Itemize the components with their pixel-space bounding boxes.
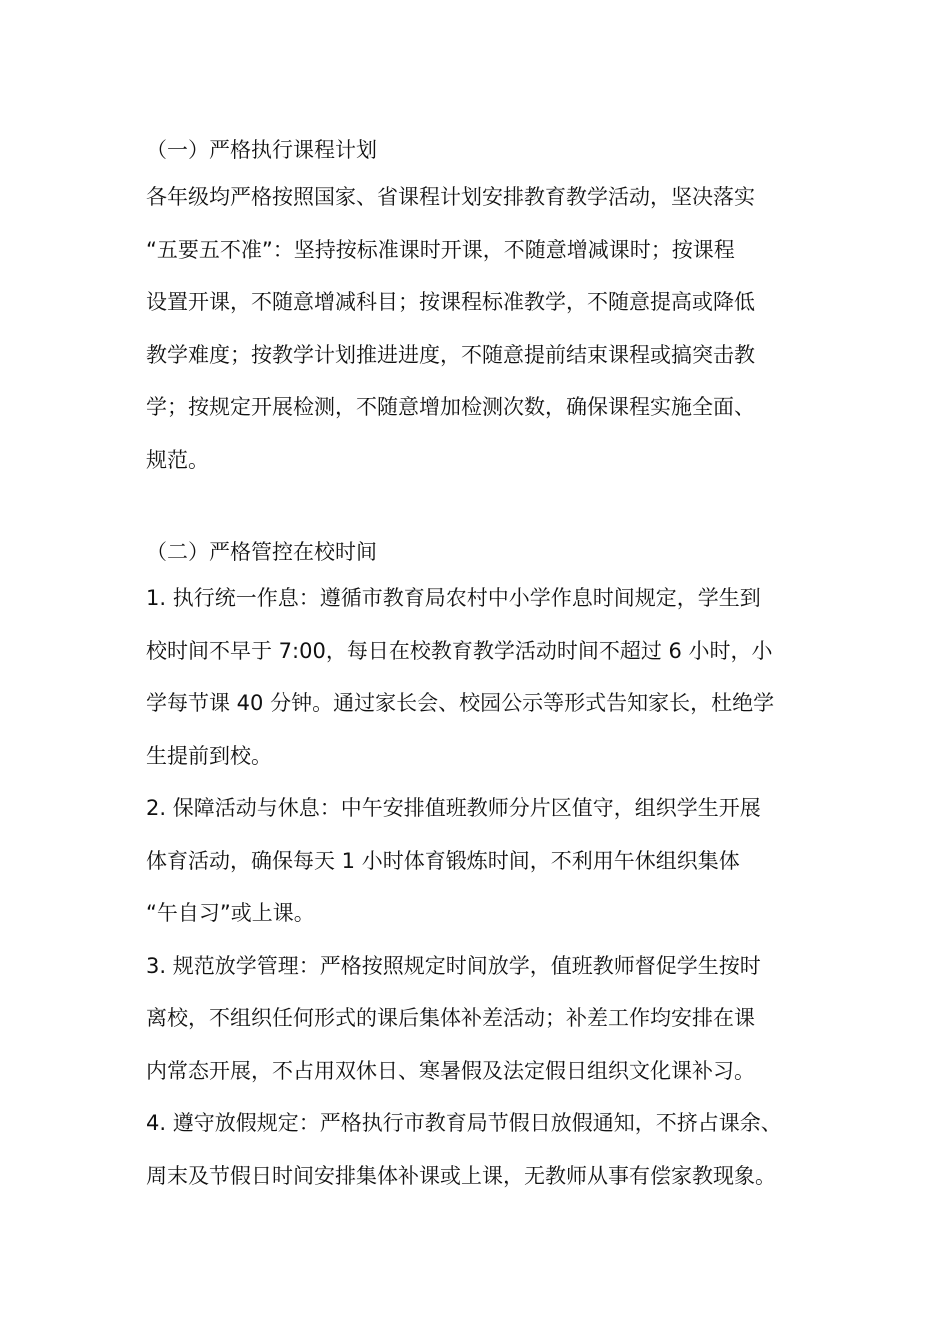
paragraph-line: 设置开课，不随意增减科目；按课程标准教学，不随意提高或降低 — [146, 290, 755, 314]
section-1-body — [146, 171, 836, 486]
paragraph-line: 校时间不早于 7:00，每日在校教育教学活动时间不超过 6 小时，小 — [146, 638, 773, 663]
paragraph-line: 1. 执行统一作息：遵循市教育局农村中小学作息时间规定，学生到 — [146, 586, 761, 610]
paragraph-line: 3. 规范放学管理：严格按照规定时间放学，值班教师督促学生按时 — [146, 953, 761, 978]
paragraph-line: 体育活动，确保每天 1 小时体育锻炼时间，不利用午休组织集体 — [146, 848, 740, 873]
paragraph-line: 各年级均严格按照国家、省课程计划安排教育教学活动，坚决落实 — [146, 185, 755, 209]
paragraph-line: 生提前到校。 — [146, 743, 272, 768]
paragraph-line: 规范。 — [146, 447, 209, 472]
paragraph-line: “五要五不准”：坚持按标准课时开课，不随意增减课时；按课程 — [146, 237, 735, 262]
section-1-heading: （一）严格执行课程计划 — [146, 138, 377, 162]
paragraph-line: 4. 遵守放假规定：严格执行市教育局节假日放假通知，不挤占课余、 — [146, 1111, 782, 1135]
paragraph-line: 离校，不组织任何形式的课后集体补差活动；补差工作均安排在课 — [146, 1006, 755, 1030]
section-2-body — [146, 572, 836, 1202]
paragraph-line: 教学难度；按教学计划推进进度，不随意提前结束课程或搞突击教 — [146, 342, 755, 367]
paragraph-line: 周末及节假日时间安排集体补课或上课，无教师从事有偿家教现象。 — [146, 1163, 776, 1188]
paragraph-line: 学每节课 40 分钟。通过家长会、校园公示等形式告知家长，杜绝学 — [146, 691, 775, 715]
paragraph-line: 内常态开展，不占用双休日、寒暑假及法定假日组织文化课补习。 — [146, 1058, 755, 1083]
paragraph-line: 学；按规定开展检测，不随意增加检测次数，确保课程实施全面、 — [146, 395, 755, 419]
paragraph-line: 2. 保障活动与休息：中午安排值班教师分片区值守，组织学生开展 — [146, 796, 761, 820]
paragraph-line: “午自习”或上课。 — [146, 901, 315, 925]
section-2-heading: （二）严格管控在校时间 — [146, 540, 377, 564]
